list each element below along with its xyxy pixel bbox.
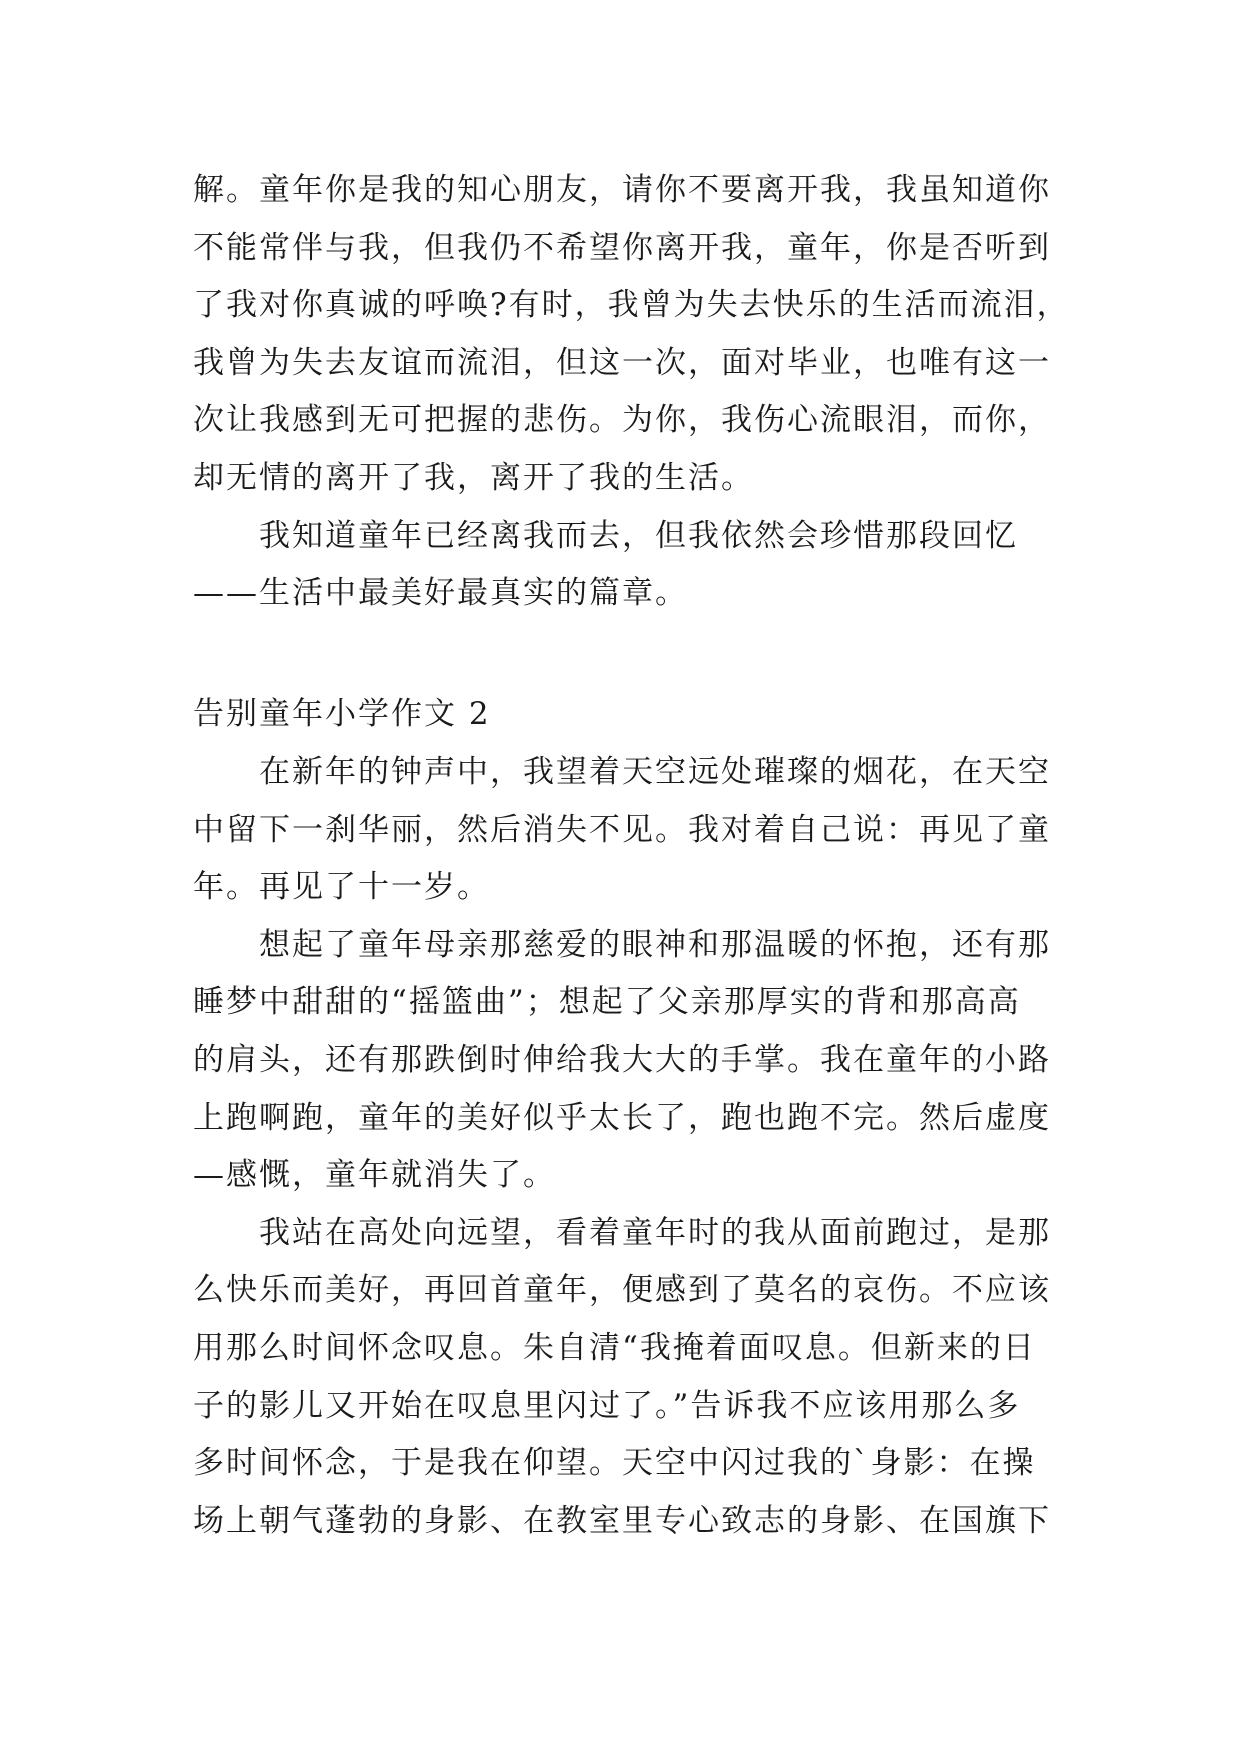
paragraph-line: 用那么时间怀念叹息。朱自清“我掩着面叹息。但新来的日 [193,1329,1036,1366]
paragraph-line: 我站在高处向远望，看着童年时的我从面前跑过，是那 [259,1214,1051,1251]
paragraph-line: ——生活中最美好最真实的篇章。 [193,575,688,612]
paragraph-line: 睡梦中甜甜的“摇篮曲”；想起了父亲那厚实的背和那高高 [193,984,1021,1021]
paragraph-line: 年。再见了十一岁。 [193,869,490,906]
paragraph-line: 上跑啊跑，童年的美好似乎太长了，跑也跑不完。然后虚度 [193,1099,1051,1136]
paragraph-line: 想起了童年母亲那慈爱的眼神和那温暖的怀抱，还有那 [259,926,1051,963]
paragraph-line: 了我对你真诚的呼唤?有时，我曾为失去快乐的生活而流泪， [193,287,1070,324]
paragraph-line: —感慨，童年就消失了。 [193,1157,556,1194]
paragraph-line: 多时间怀念，于是我在仰望。天空中闪过我的`身影：在操 [193,1445,1036,1482]
paragraph-line: 次让我感到无可把握的悲伤。为你，我伤心流眼泪，而你， [193,402,1051,439]
paragraph-line: 我知道童年已经离我而去，但我依然会珍惜那段回忆 [259,517,1018,554]
essay-body [193,744,1063,1550]
essay-continuation [193,162,1070,623]
paragraph-line: 子的影儿又开始在叹息里闪过了。”告诉我不应该用那么多 [193,1387,1021,1424]
paragraph-line: 在新年的钟声中，我望着天空远处璀璨的烟花，在天空 [259,754,1051,790]
paragraph-line: 我曾为失去友谊而流泪，但这一次，面对毕业，也唯有这一 [193,344,1051,381]
paragraph-line: 不能常伴与我，但我仍不希望你离开我，童年，你是否听到 [193,229,1051,266]
paragraph-line: 解。童年你是我的知心朋友，请你不要离开我，我虽知道你 [193,172,1051,208]
paragraph-line: 却无情的离开了我，离开了我的生活。 [193,459,754,496]
essay-title: 告别童年小学作文 2 [193,696,491,732]
paragraph-line: 场上朝气蓬勃的身影、在教室里专心致志的身影、在国旗下 [193,1502,1051,1539]
paragraph-line: 的肩头，还有那跌倒时伸给我大大的手掌。我在童年的小路 [193,1041,1051,1078]
paragraph-line: 么快乐而美好，再回首童年，便感到了莫名的哀伤。不应该 [193,1272,1051,1309]
paragraph-line: 中留下一刹华丽，然后消失不见。我对着自己说：再见了童 [193,811,1051,848]
